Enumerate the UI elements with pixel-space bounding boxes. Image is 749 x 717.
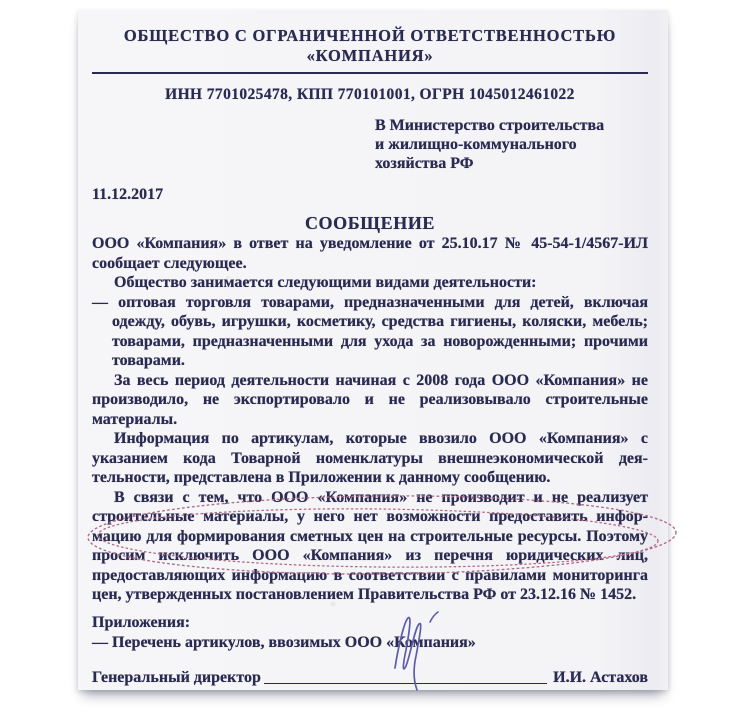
addressee-line-2: и жилищно-коммунального — [375, 136, 577, 153]
body-paragraph-bullet: — оптовая торговля товарами, предназначенными для детей, включая одежду, обувь, игрушки, косметику, средства гигиены, коляски, мебель; товарами, предназначенными для ухода за новорожденными; прочими товарами. — [92, 293, 648, 369]
signer-position: Генеральный директор — [92, 668, 261, 686]
signature-row — [92, 668, 648, 688]
letter-body — [92, 234, 648, 605]
letter-title: СООБЩЕНИЕ — [304, 213, 436, 233]
letter-date: 11.12.2017 — [92, 186, 164, 203]
signature-line — [264, 683, 547, 684]
letterhead-company-name: ОБЩЕСТВО С ОГРАНИЧЕННОЙ ОТВЕТСТВЕННОСТЬЮ «КОМПАНИЯ» — [92, 26, 648, 74]
body-paragraph: За весь период деятельности начиная с 2008 года ООО «Компания» не производило, не экспортировало и не реализовывало строительные материалы. — [92, 371, 648, 428]
attachments-block — [92, 613, 648, 653]
body-paragraph: Общество занимается следующими видами деятельности: — [114, 274, 537, 291]
signer-name: И.И. Астахов — [553, 668, 648, 686]
addressee-block — [375, 116, 648, 173]
letterhead-requisites: ИНН 7701025478, КПП 770101001, ОГРН 1045012461022 — [165, 86, 575, 103]
body-paragraph-request: В связи с тем, что ООО «Компания» не производит и не реализует строительные материалы, у него нет возможности предоставить информацию для формирования сметных цен на строительные ресурсы. Поэтому просим исключить ООО «Компания» из перечня юридических лиц, предоставляющих информацию в соответствии с правилами мониторинга цен, утвержденных постановлением Правительства РФ от 23.12.16 № 1452. — [92, 488, 648, 603]
body-paragraph: ООО «Компания» в ответ на уведомление от 25.10.17 № 45-54-1/4567-ИЛ сообщает следующее. — [92, 235, 648, 272]
attachment-item: — Перечень артикулов, ввозимых ООО «Компания» — [92, 633, 476, 651]
addressee-line-1: В Министерство строительства — [375, 117, 605, 134]
body-paragraph: Информация по артикулам, которые ввозило ООО «Компания» с указанием кода Товарной номенклатуры внешнеэкономической деятельности, представлена в Приложении к данному сообщению. — [92, 430, 648, 486]
letter-page — [78, 10, 668, 690]
attachments-heading: Приложения: — [92, 613, 191, 631]
addressee-line-3: хозяйства РФ — [375, 155, 474, 172]
